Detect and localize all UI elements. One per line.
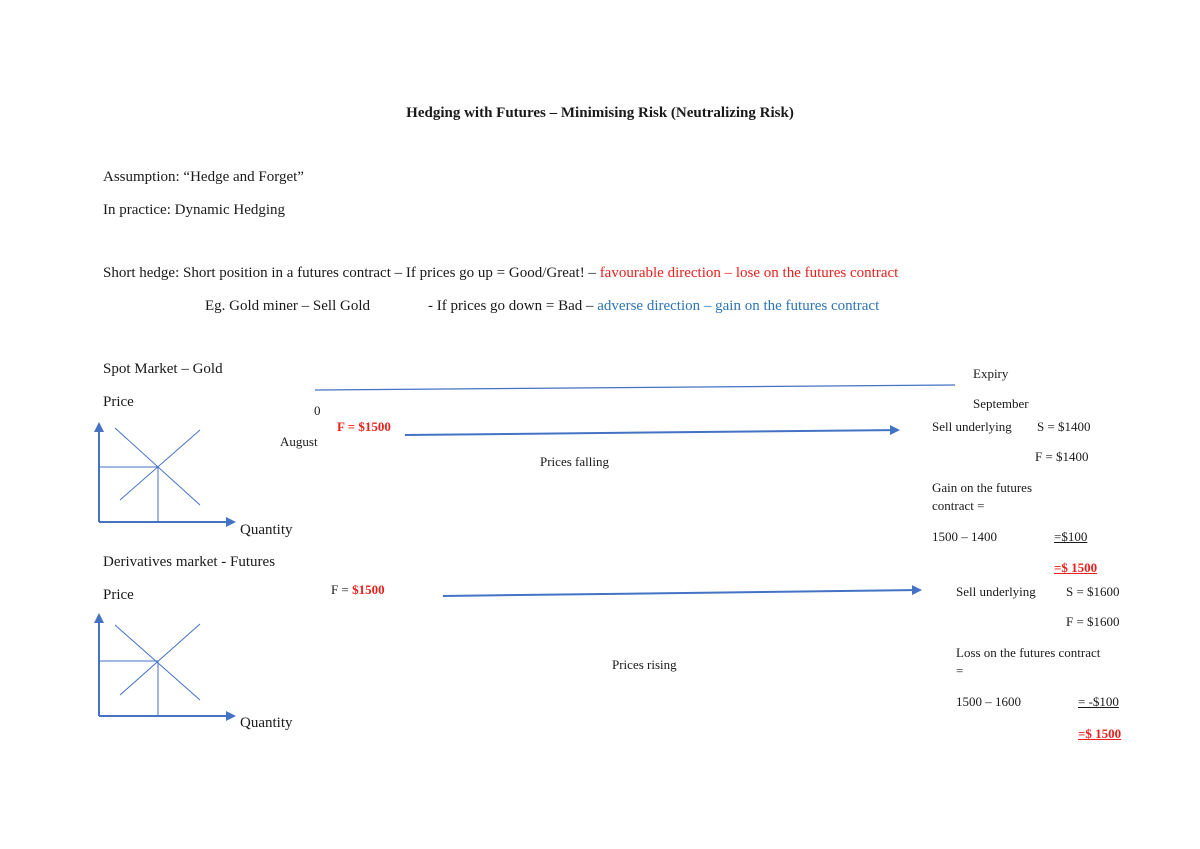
rising-f-value: $1500 <box>352 582 385 597</box>
falling-spot-price: S = $1400 <box>1037 419 1091 434</box>
rising-total: =$ 1500 <box>1078 726 1122 741</box>
derivatives-heading: Derivatives market - Futures <box>103 554 276 570</box>
falling-futures-final: F = $1400 <box>1035 449 1089 464</box>
example-text: Eg. Gold miner – Sell Gold <box>205 298 370 314</box>
timeline-september: September <box>973 396 1029 411</box>
loss-label-cont: = <box>956 663 964 678</box>
down-intro: - If prices go down = Bad – <box>428 298 594 314</box>
spot-price-label: Price <box>103 394 134 410</box>
falling-total: =$ 1500 <box>1054 560 1098 575</box>
falling-f-prefix: F = <box>337 419 359 434</box>
falling-arrow <box>405 430 898 435</box>
falling-calculation: 1500 – 1400 <box>932 529 997 544</box>
favourable-direction-text: favourable direction – lose on the futures contract <box>599 265 899 281</box>
short-hedge-intro: Short hedge: Short position in a futures contract – If prices go up = Good/Great! – <box>103 265 596 281</box>
falling-result: =$100 <box>1054 529 1088 544</box>
rising-result: = -$100 <box>1078 694 1119 709</box>
derivatives-price-label: Price <box>103 587 134 603</box>
adverse-direction-text: adverse direction – gain on the futures contract <box>597 298 880 314</box>
in-practice-text: In practice: Dynamic Hedging <box>103 202 286 218</box>
rising-arrow <box>443 590 920 596</box>
timeline-start-august: August <box>280 434 318 449</box>
spot-supply-demand-graph <box>99 424 234 522</box>
rising-futures-final: F = $1600 <box>1066 614 1120 629</box>
rising-calculation: 1500 – 1600 <box>956 694 1021 709</box>
falling-sell-underlying: Sell underlying <box>932 419 1012 434</box>
assumption-text: Assumption: “Hedge and Forget” <box>103 169 304 185</box>
spot-quantity-label: Quantity <box>240 522 293 538</box>
gain-label: Gain on the futures <box>932 480 1033 495</box>
spot-market-heading: Spot Market – Gold <box>103 361 223 377</box>
timeline-zero: 0 <box>314 403 321 418</box>
prices-rising-label: Prices rising <box>612 657 677 672</box>
timeline-expiry: Expiry <box>973 366 1009 381</box>
derivatives-quantity-label: Quantity <box>240 715 293 731</box>
loss-label: Loss on the futures contract <box>956 645 1101 660</box>
prices-falling-label: Prices falling <box>540 454 609 469</box>
futures-supply-demand-graph <box>99 615 234 716</box>
timeline-line <box>315 385 955 390</box>
rising-spot-price: S = $1600 <box>1066 584 1120 599</box>
rising-sell-underlying: Sell underlying <box>956 584 1036 599</box>
gain-label-cont: contract = <box>932 498 985 513</box>
falling-f-value: $1500 <box>358 419 391 434</box>
page-title: Hedging with Futures – Minimising Risk (Neutralizing Risk) <box>406 105 794 121</box>
rising-f-prefix: F = <box>331 582 353 597</box>
